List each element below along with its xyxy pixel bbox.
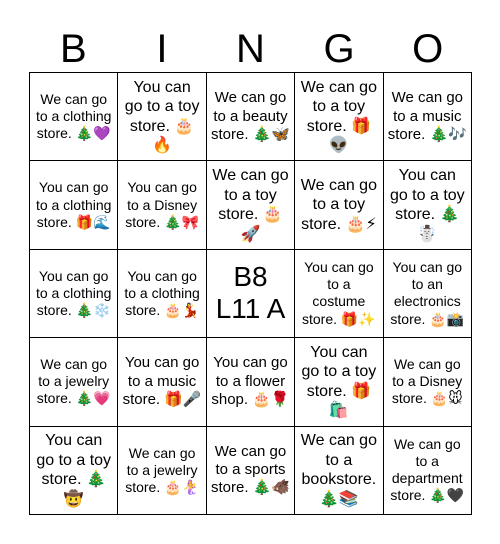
bingo-board xyxy=(29,72,472,515)
bingo-cell-r2c1[interactable] xyxy=(30,161,118,249)
bingo-cell-r2c3[interactable] xyxy=(207,161,295,249)
cell-text: You can go to a toy store. 🎁🛍️ xyxy=(301,343,377,420)
cell-text: You can go to a flower shop. 🎂🌹 xyxy=(211,354,290,409)
cell-text: We can go to a music store. 🎄🎶 xyxy=(387,89,467,143)
bingo-cell-r4c3[interactable] xyxy=(207,338,295,426)
bingo-cell-r3c1[interactable] xyxy=(30,250,118,338)
cell-text: You can go to a toy store. 🎂🔥 xyxy=(124,78,200,155)
bingo-cell-r5c1[interactable] xyxy=(30,427,118,515)
cell-text: We can go to a jewelry store. 🎂🧜‍♀️ xyxy=(125,444,199,495)
header-letter-i: I xyxy=(156,27,168,71)
bingo-cell-r4c2[interactable] xyxy=(118,338,206,426)
cell-text: You can go to a costume store. 🎁✨ xyxy=(302,259,376,327)
bingo-cell-r1c5[interactable] xyxy=(384,73,472,161)
header-letter-n: N xyxy=(236,27,265,71)
bingo-cell-r4c1[interactable] xyxy=(30,338,118,426)
bingo-cell-r1c3[interactable] xyxy=(207,73,295,161)
bingo-cell-r4c4[interactable] xyxy=(295,338,383,426)
cell-text: You can go to a toy store. 🎄🤠 xyxy=(36,432,112,508)
bingo-cell-r4c5[interactable] xyxy=(384,338,472,426)
bingo-cell-r3c4[interactable] xyxy=(295,250,383,338)
cell-text: We can go to a bookstore. 🎄📚 xyxy=(300,432,377,508)
cell-text: You can go to a toy store. 🎄☃️ xyxy=(389,167,465,243)
cell-text: We can go to a beauty store. 🎄🦋 xyxy=(210,89,291,143)
cell-text: You can go to an electronics store. 🎂📸 xyxy=(390,259,465,327)
bingo-cell-r2c4[interactable] xyxy=(295,161,383,249)
cell-text: We can go to a toy store. 🎂⚡ xyxy=(300,176,377,233)
bingo-cell-r3c5[interactable] xyxy=(384,250,472,338)
cell-text: We can go to a sports store. 🎄🐗 xyxy=(210,442,291,497)
bingo-cell-r3c2[interactable] xyxy=(118,250,206,338)
cell-text: We can go to a toy store. 🎁👽 xyxy=(300,78,377,155)
cell-text: You can go to a clothing store. 🎁🌊 xyxy=(35,179,112,230)
header-letter-o: O xyxy=(412,27,444,71)
bingo-cell-r5c4[interactable] xyxy=(295,427,383,515)
cell-text: We can go to a toy store. 🎂🚀 xyxy=(212,167,289,243)
bingo-cell-r5c5[interactable] xyxy=(384,427,472,515)
header-letter-g: G xyxy=(323,27,355,71)
bingo-cell-free-space[interactable] xyxy=(207,250,295,338)
bingo-cell-r1c1[interactable] xyxy=(30,73,118,161)
bingo-header xyxy=(29,24,472,74)
bingo-cell-r1c2[interactable] xyxy=(118,73,206,161)
bingo-cell-r5c2[interactable] xyxy=(118,427,206,515)
cell-text: We can go to a Disney store. 🎂🐭 xyxy=(391,356,463,407)
cell-text: You can go to a music store. 🎁🎤 xyxy=(122,354,202,409)
cell-text: You can go to a Disney store. 🎄🎀 xyxy=(125,179,199,230)
bingo-cell-r2c2[interactable] xyxy=(118,161,206,249)
header-letter-b: B xyxy=(59,27,87,71)
free-space-text: B8 L11 A xyxy=(215,261,286,325)
cell-text: We can go to a department store. 🎄🖤 xyxy=(390,436,465,504)
bingo-cell-r1c4[interactable] xyxy=(295,73,383,161)
bingo-cell-r2c5[interactable] xyxy=(384,161,472,249)
cell-text: You can go to a clothing store. 🎂💃 xyxy=(124,267,200,319)
cell-text: We can go to a clothing store. 🎄💜 xyxy=(35,91,112,142)
cell-text: You can go to a clothing store. 🎄❄️ xyxy=(35,267,112,319)
bingo-cell-r5c3[interactable] xyxy=(207,427,295,515)
cell-text: We can go to a jewelry store. 🎄💗 xyxy=(36,356,111,407)
